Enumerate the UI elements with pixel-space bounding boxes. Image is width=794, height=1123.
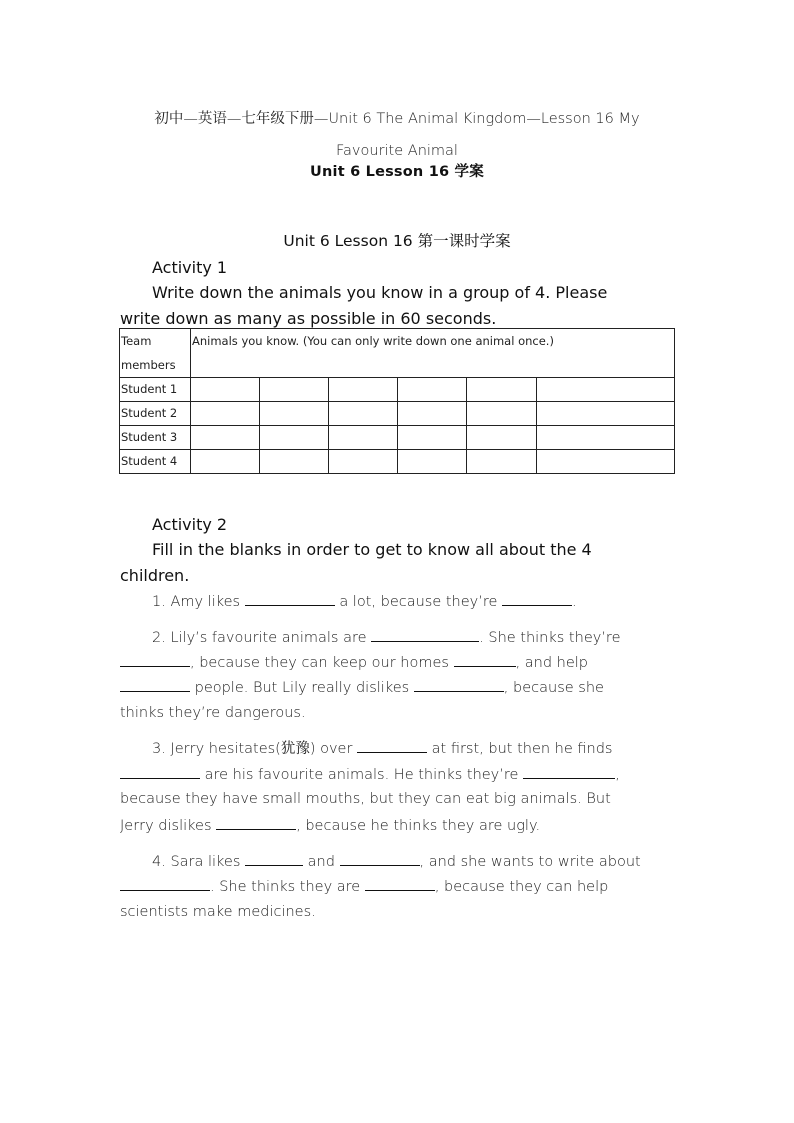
doc-subtitle: Unit 6 Lesson 16 学案 [310,164,484,180]
table-cell[interactable] [398,402,467,426]
table-cell[interactable] [467,426,537,450]
table-cell[interactable] [260,450,329,474]
table-cell[interactable] [329,426,398,450]
question-4-line1: 4. Sara likes and , and she wants to write about [152,851,641,872]
table-row [120,450,675,474]
table-cell[interactable] [467,402,537,426]
blank-input[interactable] [357,738,427,753]
blank-input[interactable] [365,876,435,891]
blank-input[interactable] [245,591,335,606]
table-cell[interactable] [398,450,467,474]
question-2-line3: people. But Lily really dislikes , because she [120,677,604,698]
blank-input[interactable] [120,764,200,779]
question-2-line2: , because they can keep our homes , and help [120,652,588,673]
activity2-instruction-line1: Fill in the blanks in order to get to know all about the 4 [152,540,592,559]
activity2-instruction-line2: children. [120,566,190,585]
doc-title-line1: 初中—英语—七年级下册—Unit 6 The Animal Kingdom—Lesson 16 My [154,111,640,127]
question-4-line3: scientists make medicines. [120,904,316,920]
row-label: Student 1 [120,378,191,402]
table-row [120,426,675,450]
table-cell[interactable] [260,426,329,450]
blank-input[interactable] [523,764,615,779]
activity1-instruction-line2: write down as many as possible in 60 seconds. [120,309,497,328]
section-title: Unit 6 Lesson 16 第一课时学案 [283,232,511,250]
table-cell[interactable] [537,402,675,426]
blank-input[interactable] [340,851,420,866]
header-team-members: Team members [120,329,191,378]
row-label: Student 2 [120,402,191,426]
table-cell[interactable] [191,402,260,426]
table-cell[interactable] [537,450,675,474]
table-cell[interactable] [398,378,467,402]
activity1-instruction-line1: Write down the animals you know in a group of 4. Please [152,283,608,302]
question-2-line1: 2. Lily’s favourite animals are . She thinks they’re [152,627,621,648]
table-cell[interactable] [329,402,398,426]
row-label: Student 4 [120,450,191,474]
question-4-line2: . She thinks they are , because they can help [120,876,608,897]
table-cell[interactable] [260,378,329,402]
question-3-line3: because they have small mouths, but they can eat big animals. But [120,791,611,807]
table-row [120,402,675,426]
blank-input[interactable] [414,677,504,692]
blank-input[interactable] [502,591,572,606]
blank-input[interactable] [120,876,210,891]
table-cell[interactable] [329,450,398,474]
activity2-heading: Activity 2 [152,515,228,534]
blank-input[interactable] [120,652,190,667]
table-row [120,378,675,402]
table-cell[interactable] [260,402,329,426]
table-cell[interactable] [191,426,260,450]
table-cell[interactable] [537,426,675,450]
blank-input[interactable] [371,627,479,642]
table-cell[interactable] [537,378,675,402]
table-header-row [120,329,675,378]
table-cell[interactable] [191,378,260,402]
question-3-line4: Jerry dislikes , because he thinks they are ugly. [120,815,540,836]
question-1: 1. Amy likes a lot, because they’re . [152,591,577,612]
question-2-line4: thinks they’re dangerous. [120,705,306,721]
table-cell[interactable] [467,450,537,474]
table-cell[interactable] [467,378,537,402]
blank-input[interactable] [216,815,296,830]
question-3-line2: are his favourite animals. He thinks they’re , [120,764,620,785]
table-cell[interactable] [398,426,467,450]
animals-table [119,328,675,474]
blank-input[interactable] [454,652,516,667]
blank-input[interactable] [120,677,190,692]
question-3-line1: 3. Jerry hesitates(犹豫) over at first, but then he finds [152,738,612,759]
table-cell[interactable] [191,450,260,474]
row-label: Student 3 [120,426,191,450]
blank-input[interactable] [245,851,303,866]
activity1-heading: Activity 1 [152,258,228,277]
header-animals: Animals you know. (You can only write down one animal once.) [191,329,675,378]
doc-title-line2: Favourite Animal [336,143,458,159]
table-cell[interactable] [329,378,398,402]
